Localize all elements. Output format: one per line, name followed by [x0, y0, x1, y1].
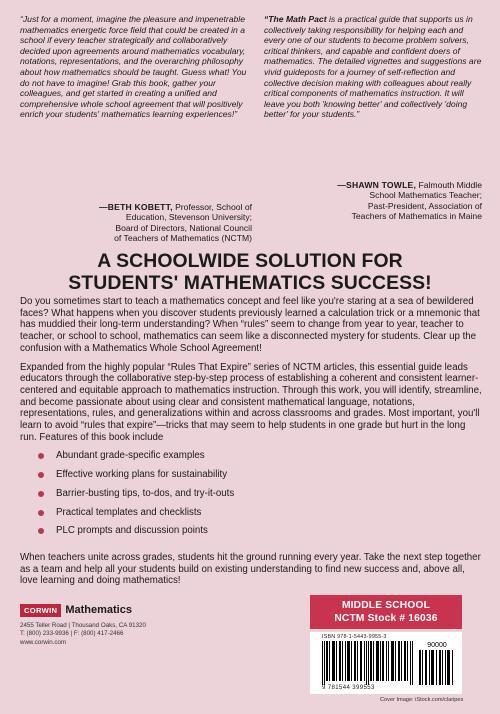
isbn-barcode-block [310, 632, 462, 694]
price-addon-text: 90000 [427, 642, 447, 649]
level-label: MIDDLE SCHOOL [341, 600, 431, 611]
description-paragraph: Do you sometimes start to teach a mathematics concept and feel like you're staring at a sea of bewildered faces? What happens when you discover students previously learned a calculation trick or a mnemonic that has muddied their long-term understanding? When “rules” seem to change from year to year, teacher to teacher, or school to school, mathematics can seem like a disconnected mystery for students. Clear up the confusion with a Mathematics Whole School Agreement! [20, 296, 480, 354]
endorsement-kobett [20, 14, 252, 120]
endorsement-role-line: Professor, School of [175, 202, 252, 212]
endorsement-attribution-towle [264, 180, 482, 222]
endorsement-role-line: Falmouth Middle [418, 180, 482, 190]
headline [0, 250, 500, 294]
endorsement-towle [264, 14, 482, 120]
feature-item: Barrier-busting tips, to-dos, and try-it-outs [38, 488, 484, 500]
feature-item: Abundant grade-specific examples [38, 450, 484, 462]
address-line: T: (800) 233-9936 | F: (800) 417-2466 [20, 630, 124, 638]
endorsement-attribution-kobett [20, 202, 252, 244]
imprint-name: Mathematics [65, 604, 132, 616]
feature-item: Practical templates and checklists [38, 507, 484, 519]
endorsement-role-line: of Teachers of Mathematics (NCTM) [114, 233, 252, 244]
corwin-logo-box: CORWIN [20, 604, 61, 617]
publisher-logo [20, 603, 132, 617]
endorsement-author: —BETH KOBETT, [98, 202, 173, 212]
address-line: 2455 Teller Road | Thousand Oaks, CA 91320 [20, 622, 146, 629]
endorsement-role-line: Past-President, Association of [367, 200, 482, 211]
endorsement-role-line: School Mathematics Teacher; [369, 190, 482, 201]
address-line: www.corwin.com [20, 638, 67, 646]
stock-number: NCTM Stock # 16036 [334, 613, 438, 624]
description [20, 296, 484, 544]
description-paragraph: Expanded from the highly popular “Rules That Expire” series of NCTM articles, this essential guide leads educators through the collaborative step-by-step process of establishing a coherent and consistent learner-centered and equitable approach to mathematics instruction. Through this work, you will identify, streamline, and become passionate about using clear and consistent mathematical language, notations, representations, rules, and generalizations within and across classrooms and grades. Most important, you'll learn to avoid “rules that expire”—tricks that may seem to help students in one grade but hurt in the long run. Features of this book include [20, 361, 482, 443]
book-title-lead: “The Math Pact [264, 14, 327, 24]
headline-line: STUDENTS' MATHEMATICS SUCCESS! [68, 272, 432, 294]
isbn-number: 9 781544 399553 [322, 685, 375, 691]
features-list [38, 450, 484, 537]
cover-image-credit: Cover Image: iStock.com/claripes [380, 697, 464, 703]
endorsement-role-line: Board of Directors, National Council [115, 222, 252, 233]
closing-paragraph: When teachers unite across grades, students hit the ground running every year. Take the next step together as a team and help all your students build on existing understanding to find new success and, above all, love learning and doing mathematics! [20, 552, 481, 587]
endorsement-text [264, 14, 482, 120]
isbn-text: ISBN 978-1-5443-9955-3 [322, 634, 387, 640]
barcode-icon [322, 641, 414, 685]
publisher-address [20, 622, 220, 647]
endorsement-role-line: Teachers of Mathematics in Maine [351, 211, 482, 222]
price-addon-barcode-icon [418, 641, 456, 685]
level-badge [310, 595, 462, 629]
headline-line: A SCHOOLWIDE SOLUTION FOR [97, 250, 403, 272]
endorsements [20, 14, 482, 246]
endorsement-text: “Just for a moment, imagine the pleasure and impenetrable mathematics energetic force field that could be created in a school if every teacher strategically and collaboratively decided upon agreements around mathematics vocabulary, notations, representations, and the overarching philosophy about how mathematics should be taught. Guess what! You do not have to imagine! Grab this book, gather your colleagues, and get started in creating a unified and comprehensive whole school agreement that will positively enrich your students' mathematics learning experiences!” [20, 14, 247, 120]
endorsement-body: is a practical guide that supports us in collectively taking responsibility for helping each and every one of our students to become problem solvers, critical thinkers, and capable and confident doers of mathematics. The detailed vignettes and suggestions are vivid guideposts for a journey of self-reflection and collective decision making with colleagues about really critical components of mathematics instruction. It will leave you both 'knowing better' and collectively 'doing better' for your students.” [264, 14, 482, 120]
endorsement-author: —SHAWN TOWLE, [337, 180, 417, 190]
endorsement-role-line: Education, Stevenson University; [125, 212, 252, 223]
feature-item: PLC prompts and discussion points [38, 525, 484, 537]
feature-item: Effective working plans for sustainability [38, 469, 484, 481]
